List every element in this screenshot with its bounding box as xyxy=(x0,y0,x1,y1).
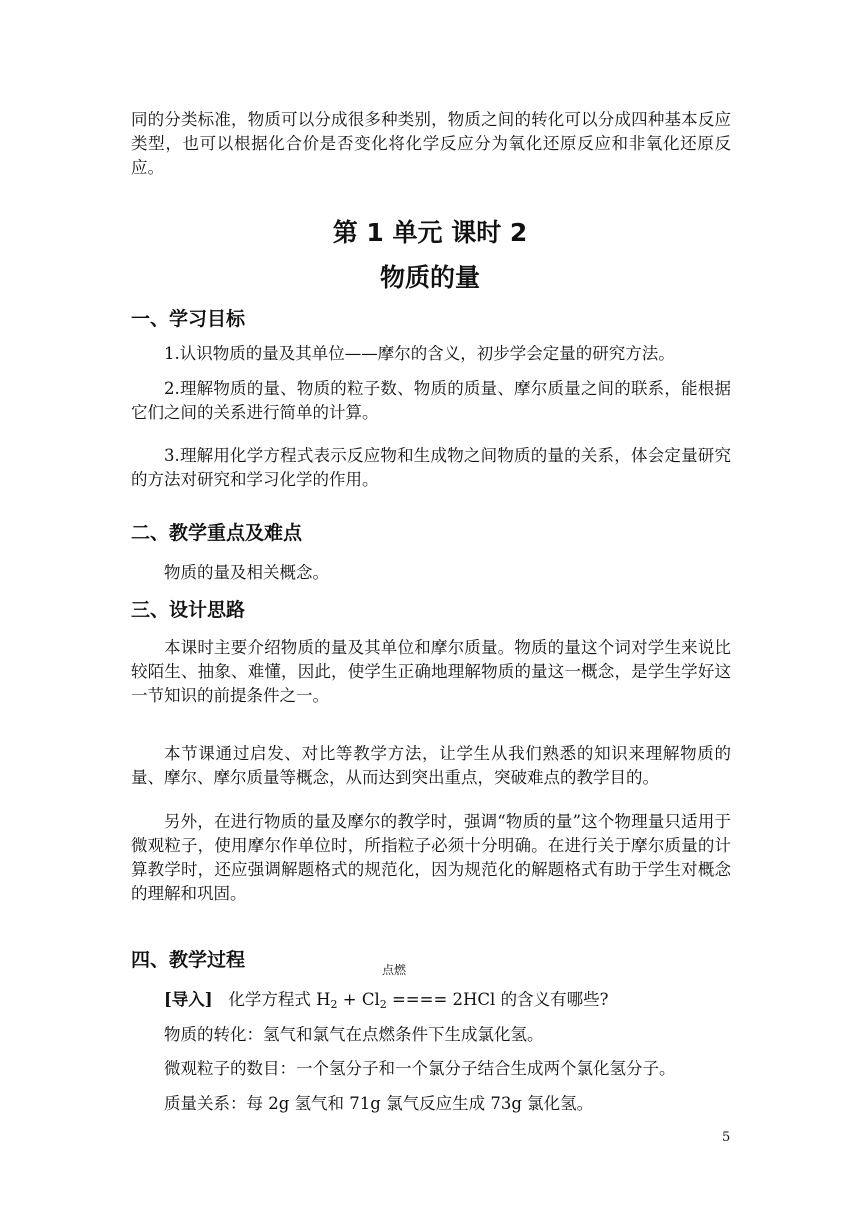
plus-cl: + Cl xyxy=(337,990,380,1009)
intro-paragraph: 同的分类标准，物质可以分成很多种类别，物质之间的转化可以分成四种基本反应类型，也可以根据化合价是否变化将化学反应分为氧化还原反应和非氧化还原反应。 xyxy=(131,110,731,177)
process-line-particles: 微观粒子的数目：一个氢分子和一个氯分子结合生成两个氯化氢分子。 xyxy=(164,1059,676,1078)
design-paragraph-3: 另外，在进行物质的量及摩尔的教学时，强调“物质的量”这个物理量只适用于微观粒子，使用摩尔作单位时，所指粒子必须十分明确。在进行关于摩尔质量的计算教学时，还应强调解题格式的规范化，因为规范化的解题格式有助于学生对概念的理解和巩固。 xyxy=(131,812,731,903)
section-heading-objectives: 一、学习目标 xyxy=(131,308,246,330)
cl2-subscript: 2 xyxy=(379,998,387,1011)
key-points-text: 物质的量及相关概念。 xyxy=(164,563,329,582)
reaction-arrow: ==== xyxy=(386,990,453,1009)
objective-item-1: 1.认识物质的量及其单位——摩尔的含义，初步学会定量的研究方法。 xyxy=(164,344,675,363)
h2-subscript: 2 xyxy=(330,998,338,1011)
question-suffix: 2HCl 的含义有哪些? xyxy=(452,990,609,1009)
page-number: 5 xyxy=(722,1130,731,1145)
objective-item-3: 3.理解用化学方程式表示反应物和生成物之间物质的量的关系，体会定量研究的方法对研究和学习化学的作用。 xyxy=(131,446,731,489)
intro-tag: [导入] xyxy=(164,990,213,1009)
reaction-condition: 点燃 xyxy=(382,963,407,977)
section-heading-design: 三、设计思路 xyxy=(131,599,246,621)
intro-question xyxy=(164,988,608,1012)
process-line-mass: 质量关系：每 2g 氢气和 71g 氯气反应生成 73g 氯化氢。 xyxy=(164,1094,594,1113)
lesson-title: 第 1 单元 课时 2 xyxy=(332,218,528,247)
section-heading-key-points: 二、教学重点及难点 xyxy=(131,522,303,544)
lesson-subtitle: 物质的量 xyxy=(379,263,480,292)
section-heading-process: 四、教学过程 xyxy=(131,949,246,971)
objective-item-2: 2.理解物质的量、物质的粒子数、物质的质量、摩尔质量之间的联系，能根据它们之间的关系进行简单的计算。 xyxy=(131,379,731,422)
question-prefix: 化学方程式 H xyxy=(228,990,331,1009)
design-paragraph-2: 本节课通过启发、对比等教学方法，让学生从我们熟悉的知识来理解物质的量、摩尔、摩尔质量等概念，从而达到突出重点，突破难点的教学目的。 xyxy=(131,744,731,787)
process-line-conversion: 物质的转化：氢气和氯气在点燃条件下生成氯化氢。 xyxy=(164,1025,544,1044)
design-paragraph-1: 本课时主要介绍物质的量及其单位和摩尔质量。物质的量这个词对学生来说比较陌生、抽象、难懂，因此，使学生正确地理解物质的量这一概念，是学生学好这一节知识的前提条件之一。 xyxy=(131,638,731,705)
